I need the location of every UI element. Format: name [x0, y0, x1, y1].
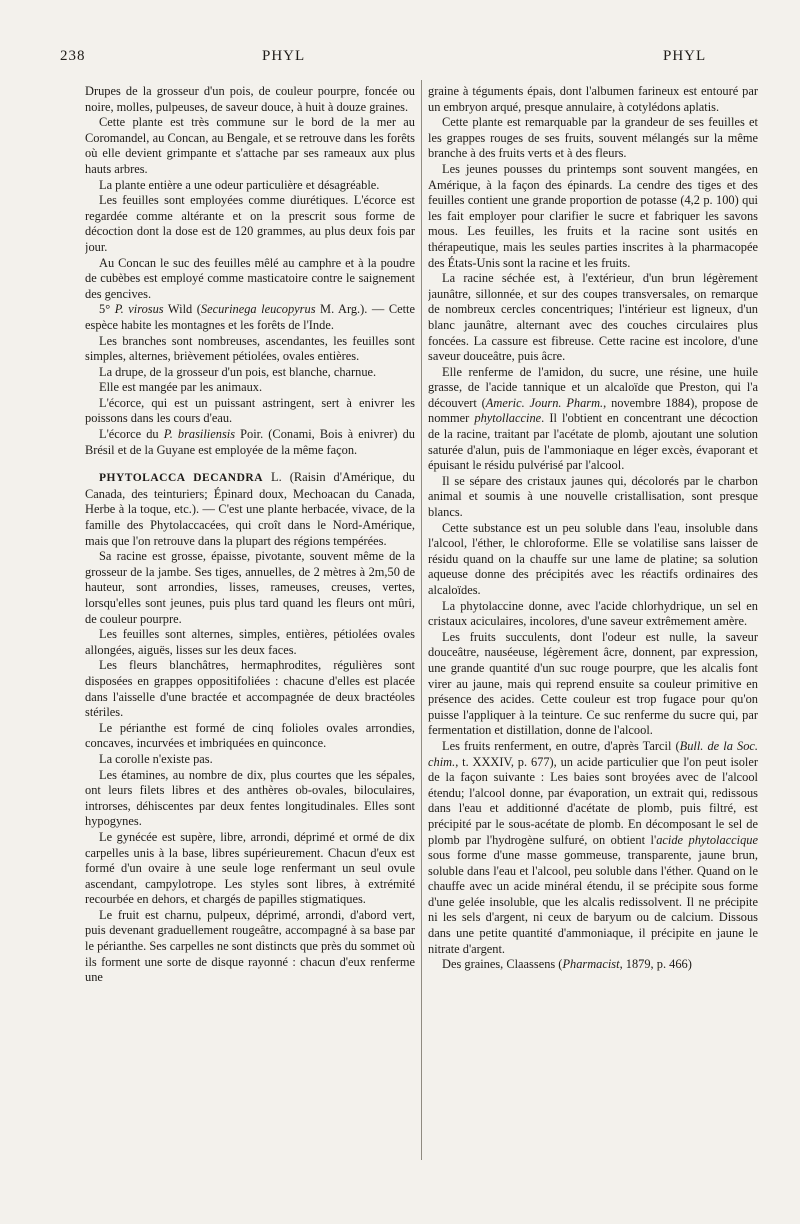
citation: Bull. de la Soc. chim. [428, 738, 758, 769]
text-span: , t. XXXIV, p. 677), un acide particulier que l'on peut isoler de la façon suivante : Les baies sont broyées avec de l'alcool étendu; l'alcool donne, par évaporation, un extrait qui, redissous dans l'eau et additionné d'acétate de plomb, puis filtré, est précipité par le sous-acétate de plomb. En décomposant le sel de plomb par l'hydrogène sulfuré, on obtient l' [428, 754, 758, 847]
page-number: 238 [60, 48, 86, 64]
text-span: Elle renferme de l'amidon, du sucre, une résine, une huile grasse, de l'acide tannique et un alcaloïde que Preston, qui l'a découvert ( [428, 364, 758, 410]
paragraph: Le fruit est charnu, pulpeux, déprimé, arrondi, d'abord vert, puis devenant graduellement rougeâtre, accompagné à sa base par le périanthe. Ses carpelles ne sont distincts que près du sommet où ils forment une sorte de disque rayonné : chacun d'eux renferme une [85, 907, 415, 985]
paragraph: Les étamines, au nombre de dix, plus courtes que les sépales, ont leurs filets libres et des anthères ob-ovales, biloculaires, introrses, déhiscentes par deux fentes longitudinales. Elles sont hypogynes. [85, 767, 415, 829]
paragraph: Au Concan le suc des feuilles mêlé au camphre et à la poudre de cubèbes est employé comme masticatoire contre le saignement des gencives. [85, 255, 415, 301]
paragraph: La corolle n'existe pas. [99, 751, 213, 766]
entry-heading: PHYTOLACCA DECANDRA [99, 472, 264, 485]
text-span: 5° [99, 302, 115, 317]
page-header [60, 48, 760, 70]
right-column [428, 84, 758, 1194]
text-span: sous forme d'une masse gommeuse, transparente, jaune brun, soluble dans l'eau et l'alcool, peu soluble dans l'éther. Quand on le chauffe avec un acide minéral étendu, il se précipite sous forme d'une gelée insoluble, que les alcalis redissolvent. Il ne précipite ni les sels d'argent, ni ceux de baryum ou de calcium. Dissous dans une petite quantité d'ammoniaque, il précipite en jaune le nitrate d'argent. [428, 848, 758, 956]
paragraph: La racine séchée est, à l'extérieur, d'un brun légèrement jaunâtre, sillonnée, et sur des coupes transversales, on remarque de nombreux cercles concentriques; l'intérieur est ligneux, d'un blanc jaunâtre, alternant avec des couches circulaires plus foncées. La cassure est fibreuse. Cette racine est incolore, d'une saveur douceâtre, puis âcre. [428, 271, 758, 364]
column-divider [421, 80, 422, 1160]
paragraph: Les feuilles sont employées comme diurétiques. L'écorce est regardée comme altérante et on la prescrit sous forme de décoction dont la dose est de 120 grammes, au plus deux fois par jour. [85, 193, 415, 254]
paragraph: Cette plante est remarquable par la grandeur de ses feuilles et les grappes rouges de ses fruits, souvent mélangés sur la même branche à des fruits verts et à des fleurs. [428, 115, 758, 161]
text-span: Poir. (Conami, Bois à enivrer) du Brésil et de la Guyane est employée de la même façon. [85, 427, 415, 457]
species-name: P. brasiliensis [163, 427, 236, 442]
running-head-left: PHYL [262, 48, 306, 64]
text-span: , 1879, p. 466) [619, 957, 692, 972]
paragraph: Le périanthe est formé de cinq folioles ovales arrondies, concaves, incurvées et imbriquées en quinconce. [85, 720, 415, 751]
paragraph: graine à téguments épais, dont l'albumen farineux est entouré par un embryon arqué, presque annulaire, à cotylédons aplatis. [428, 84, 758, 114]
text-span: , novembre 1884), propose de nommer [428, 395, 758, 426]
text-span: M. Arg.). — Cette espèce habite les montagnes et les forêts de l'Inde. [85, 302, 415, 332]
species-name: P. virosus [114, 302, 164, 317]
paragraph: Les feuilles sont alternes, simples, entières, pétiolées ovales allongées, aiguës, lisses sur les deux faces. [85, 627, 415, 657]
text-span: L'écorce du [99, 427, 164, 442]
paragraph [428, 365, 758, 474]
paragraph: L'écorce, qui est un puissant astringent, sert à enivrer les poissons dans les cours d'eau. [85, 395, 415, 426]
paragraph [85, 427, 415, 458]
paragraph: Cette substance est un peu soluble dans l'eau, insoluble dans l'alcool, l'éther, le chloroforme. Elle se volatilise sans laisser de résidu quand on la chauffe sur une lame de platine; sa solution aqueuse donne des précipités avec les réactifs ordinaires des alcaloïdes. [428, 520, 758, 597]
paragraph [428, 957, 758, 973]
paragraph: La plante entière a une odeur particulière et désagréable. [99, 177, 380, 192]
left-column [85, 84, 415, 1194]
term: acide phytolaccique [656, 832, 758, 847]
running-head-right: PHYL [663, 48, 707, 64]
paragraph: Elle est mangée par les animaux. [99, 380, 263, 395]
text-span: . Il l'obtient en concentrant une décoction de la racine, traitant par l'acétate de plomb, ajoutant une solution saturée d'alun, puis de l'ammoniaque en léger excès, évaporant et épuisant le résidu pulvérisé par l'alcool. [428, 411, 758, 473]
paragraph: La phytolaccine donne, avec l'acide chlorhydrique, un sel en cristaux aciculaires, incolores, d'une saveur extrêmement amère. [428, 598, 758, 629]
paragraph [85, 302, 415, 333]
citation: Americ. Journ. Pharm. [485, 395, 604, 410]
text-span: L. (Raisin d'Amérique, du Canada, des teinturiers; Épinard doux, Mechoacan du Canada, Herbe à la toque, etc.). — C'est une plante herbacée, vivace, de la famille des Phytolaccacées, qui croît dans le Nord-Amérique, mais que l'on retrouve dans la plupart des régions tempérées. [85, 470, 415, 548]
paragraph: Le gynécée est supère, libre, arrondi, déprimé et ormé de dix carpelles unis à la base, libres supérieurement. Chacun d'eux est formé d'un ovaire à une seule loge renfermant un seul ovule ascendant, campylotrope. Les styles sont libres, à extrémité recourbée en dehors, et chargés de papilles stigmatiques. [85, 829, 415, 907]
paragraph: Drupes de la grosseur d'un pois, de couleur pourpre, foncée ou noire, molles, pulpeuses, de saveur douce, à huit à douze graines. [85, 84, 415, 114]
text-span: Des graines, Claassens ( [442, 957, 563, 972]
paragraph: Cette plante est très commune sur le bord de la mer au Coromandel, au Concan, au Bengale, et se retrouve dans les forêts où elle devient grimpante et s'attache par ses rameaux aux plus hauts arbres. [85, 115, 415, 176]
paragraph: Sa racine est grosse, épaisse, pivotante, souvent même de la grosseur de la jambe. Ses tiges, annuelles, de 2 mètres à 2m,50 de hauteur, sont arrondies, lisses, rameuses, creuses, vertes, lorsqu'elles sont jeunes, puis plus tard quand les fleurs ont mûri, de couleur pourpre. [85, 549, 415, 626]
paragraph: Les branches sont nombreuses, ascendantes, les feuilles sont simples, alternes, brièvement pétiolées, ovales entières. [85, 333, 415, 364]
citation: Pharmacist [562, 957, 620, 972]
paragraph: La drupe, de la grosseur d'un pois, est blanche, charnue. [99, 364, 377, 379]
term: phytollaccine [474, 411, 542, 426]
paragraph [428, 739, 758, 957]
paragraph: Il se sépare des cristaux jaunes qui, décolorés par le charbon animal et soumis à une nouvelle cristallisation, sont presque blancs. [428, 473, 758, 520]
paragraph: Les jeunes pousses du printemps sont souvent mangées, en Amérique, à la façon des épinards. La cendre des tiges et des feuilles contient une grande proportion de potasse (4,2 p. 100) qui les fait employer pour clarifier le sucre et fabriquer les savons mous. Les feuilles, les fruits et la racine sont usités en thérapeutique, mais les seules parties inscrites à la pharmacopée des États-Unis sont la racine et les fruits. [428, 161, 758, 270]
species-name: Securinega leucopyrus [200, 302, 316, 317]
entry-paragraph [85, 470, 415, 549]
text-span: Les fruits renferment, en outre, d'après Tarcil ( [442, 738, 680, 753]
paragraph: Les fruits succulents, dont l'odeur est nulle, la saveur douceâtre, nauséeuse, légèrement âcre, donnent, par expression, une grande quantité d'un suc rouge pourpre, que les alcalis font virer au jaune, mais qui reprend ensuite sa couleur primitive en présence des acides. Cette couleur est trop fugace pour qu'on puisse l'appliquer à la teinture. Ce suc renferme du sucre qui, par fermentation et distillation, donne de l'alcool. [428, 629, 758, 738]
text-span: Wild ( [163, 302, 201, 317]
paragraph: Les fleurs blanchâtres, hermaphrodites, régulières sont disposées en grappes oppositifoliées : chacune d'elles est placée dans l'aisselle d'une bractée et accompagnée de deux bractéoles stériles. [85, 658, 415, 720]
